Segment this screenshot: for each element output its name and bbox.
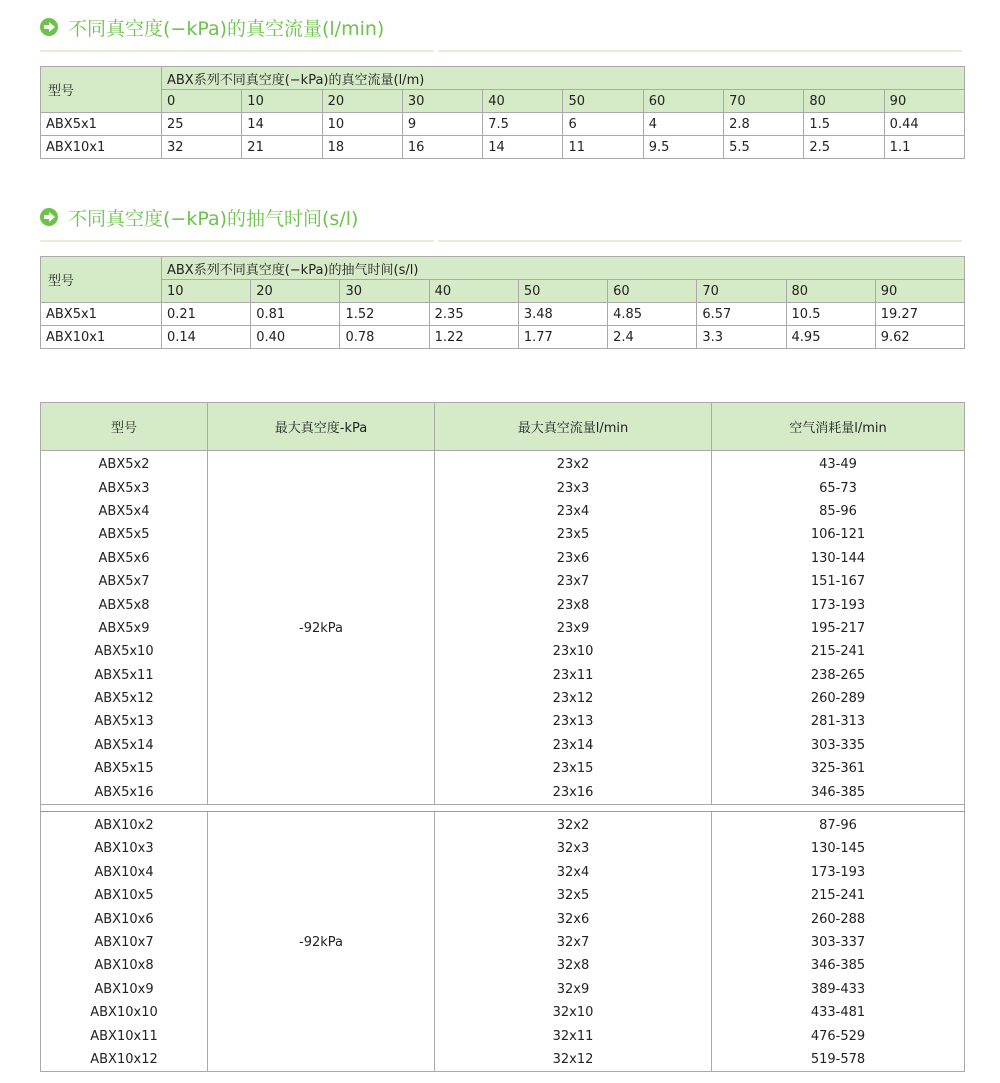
cell-air-consumption: 130-145 bbox=[712, 837, 965, 860]
cell-max-flow: 32x6 bbox=[435, 907, 712, 930]
header-vacuum-level: 10 bbox=[242, 90, 322, 113]
cell-model: ABX5x2 bbox=[41, 451, 208, 477]
cell-max-flow: 23x15 bbox=[435, 757, 712, 780]
cell-model: ABX10x2 bbox=[41, 811, 208, 837]
table-row bbox=[41, 113, 965, 136]
table-row bbox=[41, 931, 965, 954]
cell-air-consumption: 85-96 bbox=[712, 500, 965, 523]
header-vacuum-level: 40 bbox=[429, 280, 518, 303]
cell-air-consumption: 215-241 bbox=[712, 640, 965, 663]
cell-model: ABX10x8 bbox=[41, 954, 208, 977]
evacuation-time-table bbox=[40, 256, 965, 349]
header-vacuum-level: 10 bbox=[162, 280, 251, 303]
cell-max-flow: 32x10 bbox=[435, 1001, 712, 1024]
header-max-flow: 最大真空流量l/min bbox=[435, 403, 712, 451]
cell-model: ABX5x1 bbox=[41, 303, 162, 326]
table-row bbox=[41, 570, 965, 593]
spec-header-row bbox=[41, 403, 965, 451]
cell-model: ABX5x8 bbox=[41, 593, 208, 616]
cell-max-flow: 32x9 bbox=[435, 978, 712, 1001]
cell-air-consumption: 476-529 bbox=[712, 1024, 965, 1047]
cell-value: 3.48 bbox=[518, 303, 607, 326]
table-row bbox=[41, 326, 965, 349]
cell-value: 14 bbox=[483, 136, 563, 159]
cell-model: ABX5x10 bbox=[41, 640, 208, 663]
cell-value: 1.22 bbox=[429, 326, 518, 349]
cell-max-vacuum: -92kPa bbox=[208, 811, 435, 1071]
header-row bbox=[41, 90, 965, 113]
cell-value: 0.40 bbox=[251, 326, 340, 349]
cell-model: ABX10x7 bbox=[41, 931, 208, 954]
cell-air-consumption: 87-96 bbox=[712, 811, 965, 837]
cell-model: ABX10x5 bbox=[41, 884, 208, 907]
cell-air-consumption: 130-144 bbox=[712, 547, 965, 570]
cell-max-flow: 23x10 bbox=[435, 640, 712, 663]
header-vacuum-level: 20 bbox=[322, 90, 402, 113]
cell-max-flow: 23x14 bbox=[435, 734, 712, 757]
table-row bbox=[41, 303, 965, 326]
table-row bbox=[41, 954, 965, 977]
cell-value: 1.1 bbox=[884, 136, 964, 159]
cell-max-flow: 23x8 bbox=[435, 593, 712, 616]
header-row bbox=[41, 257, 965, 280]
cell-value: 5.5 bbox=[724, 136, 804, 159]
header-group: ABX系列不同真空度(−kPa)的真空流量(l/m) bbox=[162, 67, 965, 90]
table-row bbox=[41, 476, 965, 499]
title-divider bbox=[40, 240, 962, 242]
cell-max-flow: 32x4 bbox=[435, 861, 712, 884]
cell-max-flow: 23x4 bbox=[435, 500, 712, 523]
table-row bbox=[41, 978, 965, 1001]
cell-model: ABX10x3 bbox=[41, 837, 208, 860]
header-vacuum-level: 80 bbox=[804, 90, 884, 113]
spec-table bbox=[40, 402, 965, 1072]
cell-value: 6.57 bbox=[697, 303, 786, 326]
cell-model: ABX5x3 bbox=[41, 476, 208, 499]
cell-max-flow: 32x7 bbox=[435, 931, 712, 954]
header-vacuum-level: 80 bbox=[786, 280, 875, 303]
header-air-consumption: 空气消耗量l/min bbox=[712, 403, 965, 451]
cell-max-flow: 32x2 bbox=[435, 811, 712, 837]
header-vacuum-level: 90 bbox=[875, 280, 964, 303]
table-row bbox=[41, 640, 965, 663]
header-vacuum-level: 0 bbox=[162, 90, 242, 113]
cell-air-consumption: 303-337 bbox=[712, 931, 965, 954]
section-title-flow-text: 不同真空度(−kPa)的真空流量(l/min) bbox=[68, 17, 385, 40]
header-model: 型号 bbox=[41, 257, 162, 303]
cell-value: 10 bbox=[322, 113, 402, 136]
header-vacuum-level: 70 bbox=[697, 280, 786, 303]
table-row bbox=[41, 780, 965, 804]
cell-value: 10.5 bbox=[786, 303, 875, 326]
cell-max-flow: 23x2 bbox=[435, 451, 712, 477]
cell-air-consumption: 281-313 bbox=[712, 710, 965, 733]
cell-value: 2.35 bbox=[429, 303, 518, 326]
cell-air-consumption: 346-385 bbox=[712, 780, 965, 804]
cell-model: ABX10x1 bbox=[41, 326, 162, 349]
table-row bbox=[41, 664, 965, 687]
cell-air-consumption: 303-335 bbox=[712, 734, 965, 757]
cell-max-flow: 23x9 bbox=[435, 617, 712, 640]
cell-max-flow: 23x16 bbox=[435, 780, 712, 804]
cell-air-consumption: 151-167 bbox=[712, 570, 965, 593]
cell-value: 0.44 bbox=[884, 113, 964, 136]
cell-value: 4 bbox=[643, 113, 723, 136]
cell-value: 9 bbox=[402, 113, 482, 136]
cell-value: 2.8 bbox=[724, 113, 804, 136]
cell-value: 3.3 bbox=[697, 326, 786, 349]
header-row bbox=[41, 67, 965, 90]
cell-value: 19.27 bbox=[875, 303, 964, 326]
cell-air-consumption: 346-385 bbox=[712, 954, 965, 977]
table-row bbox=[41, 687, 965, 710]
cell-model: ABX5x13 bbox=[41, 710, 208, 733]
cell-value: 0.81 bbox=[251, 303, 340, 326]
header-vacuum-level: 30 bbox=[402, 90, 482, 113]
cell-model: ABX5x9 bbox=[41, 617, 208, 640]
cell-model: ABX5x14 bbox=[41, 734, 208, 757]
cell-value: 4.85 bbox=[608, 303, 697, 326]
cell-model: ABX10x6 bbox=[41, 907, 208, 930]
cell-air-consumption: 215-241 bbox=[712, 884, 965, 907]
cell-model: ABX5x6 bbox=[41, 547, 208, 570]
cell-max-vacuum: -92kPa bbox=[208, 451, 435, 805]
header-vacuum-level: 60 bbox=[608, 280, 697, 303]
cell-max-flow: 23x5 bbox=[435, 523, 712, 546]
section-title-evac bbox=[40, 204, 358, 230]
header-vacuum-level: 20 bbox=[251, 280, 340, 303]
table-row bbox=[41, 1024, 965, 1047]
cell-model: ABX10x9 bbox=[41, 978, 208, 1001]
table-row bbox=[41, 547, 965, 570]
cell-value: 0.14 bbox=[162, 326, 251, 349]
flow-table bbox=[40, 66, 965, 159]
header-vacuum-level: 70 bbox=[724, 90, 804, 113]
cell-model: ABX5x12 bbox=[41, 687, 208, 710]
title-divider bbox=[40, 50, 962, 52]
cell-model: ABX5x16 bbox=[41, 780, 208, 804]
cell-value: 9.62 bbox=[875, 326, 964, 349]
table-row bbox=[41, 1048, 965, 1072]
cell-value: 9.5 bbox=[643, 136, 723, 159]
separator-cell bbox=[41, 804, 965, 811]
table-row bbox=[41, 757, 965, 780]
section-title-evac-text: 不同真空度(−kPa)的抽气时间(s/l) bbox=[68, 207, 359, 230]
cell-air-consumption: 65-73 bbox=[712, 476, 965, 499]
arrow-right-icon bbox=[40, 18, 58, 36]
cell-max-flow: 23x12 bbox=[435, 687, 712, 710]
cell-value: 2.5 bbox=[804, 136, 884, 159]
cell-value: 11 bbox=[563, 136, 643, 159]
header-row bbox=[41, 280, 965, 303]
cell-value: 0.21 bbox=[162, 303, 251, 326]
cell-model: ABX5x5 bbox=[41, 523, 208, 546]
table-row bbox=[41, 617, 965, 640]
cell-model: ABX10x11 bbox=[41, 1024, 208, 1047]
cell-value: 32 bbox=[162, 136, 242, 159]
cell-value: 6 bbox=[563, 113, 643, 136]
cell-model: ABX5x1 bbox=[41, 113, 162, 136]
cell-value: 14 bbox=[242, 113, 322, 136]
cell-max-flow: 23x6 bbox=[435, 547, 712, 570]
group-separator bbox=[41, 804, 965, 811]
cell-max-flow: 23x11 bbox=[435, 664, 712, 687]
cell-model: ABX10x10 bbox=[41, 1001, 208, 1024]
table-row bbox=[41, 136, 965, 159]
header-model: 型号 bbox=[41, 67, 162, 113]
cell-model: ABX5x11 bbox=[41, 664, 208, 687]
table-row bbox=[41, 884, 965, 907]
table-row bbox=[41, 451, 965, 477]
cell-model: ABX5x15 bbox=[41, 757, 208, 780]
cell-max-flow: 32x3 bbox=[435, 837, 712, 860]
cell-model: ABX5x4 bbox=[41, 500, 208, 523]
table-row bbox=[41, 523, 965, 546]
table-row bbox=[41, 1001, 965, 1024]
header-vacuum-level: 90 bbox=[884, 90, 964, 113]
arrow-right-icon bbox=[40, 208, 58, 226]
cell-air-consumption: 519-578 bbox=[712, 1048, 965, 1072]
header-vacuum-level: 40 bbox=[483, 90, 563, 113]
cell-air-consumption: 389-433 bbox=[712, 978, 965, 1001]
cell-value: 16 bbox=[402, 136, 482, 159]
cell-max-flow: 32x8 bbox=[435, 954, 712, 977]
cell-air-consumption: 106-121 bbox=[712, 523, 965, 546]
cell-model: ABX10x12 bbox=[41, 1048, 208, 1072]
header-model: 型号 bbox=[41, 403, 208, 451]
cell-model: ABX10x4 bbox=[41, 861, 208, 884]
header-group: ABX系列不同真空度(−kPa)的抽气时间(s/l) bbox=[162, 257, 965, 280]
cell-model: ABX10x1 bbox=[41, 136, 162, 159]
cell-value: 18 bbox=[322, 136, 402, 159]
table-row bbox=[41, 861, 965, 884]
cell-air-consumption: 173-193 bbox=[712, 593, 965, 616]
section-title-flow bbox=[40, 14, 384, 40]
cell-value: 7.5 bbox=[483, 113, 563, 136]
header-vacuum-level: 30 bbox=[340, 280, 429, 303]
cell-air-consumption: 260-289 bbox=[712, 687, 965, 710]
table-row bbox=[41, 837, 965, 860]
header-max-vacuum: 最大真空度-kPa bbox=[208, 403, 435, 451]
table-row bbox=[41, 593, 965, 616]
cell-value: 2.4 bbox=[608, 326, 697, 349]
cell-air-consumption: 433-481 bbox=[712, 1001, 965, 1024]
cell-value: 21 bbox=[242, 136, 322, 159]
header-vacuum-level: 50 bbox=[518, 280, 607, 303]
cell-value: 1.52 bbox=[340, 303, 429, 326]
cell-air-consumption: 260-288 bbox=[712, 907, 965, 930]
cell-air-consumption: 238-265 bbox=[712, 664, 965, 687]
cell-max-flow: 23x3 bbox=[435, 476, 712, 499]
table-row bbox=[41, 500, 965, 523]
cell-max-flow: 32x12 bbox=[435, 1048, 712, 1072]
table-row bbox=[41, 811, 965, 837]
cell-value: 25 bbox=[162, 113, 242, 136]
table-row bbox=[41, 907, 965, 930]
cell-model: ABX5x7 bbox=[41, 570, 208, 593]
header-vacuum-level: 60 bbox=[643, 90, 723, 113]
table-row bbox=[41, 710, 965, 733]
cell-max-flow: 23x7 bbox=[435, 570, 712, 593]
table-row bbox=[41, 734, 965, 757]
cell-max-flow: 23x13 bbox=[435, 710, 712, 733]
header-vacuum-level: 50 bbox=[563, 90, 643, 113]
cell-value: 0.78 bbox=[340, 326, 429, 349]
cell-air-consumption: 173-193 bbox=[712, 861, 965, 884]
cell-air-consumption: 325-361 bbox=[712, 757, 965, 780]
cell-air-consumption: 195-217 bbox=[712, 617, 965, 640]
cell-max-flow: 32x5 bbox=[435, 884, 712, 907]
cell-value: 4.95 bbox=[786, 326, 875, 349]
cell-value: 1.5 bbox=[804, 113, 884, 136]
cell-max-flow: 32x11 bbox=[435, 1024, 712, 1047]
cell-air-consumption: 43-49 bbox=[712, 451, 965, 477]
cell-value: 1.77 bbox=[518, 326, 607, 349]
